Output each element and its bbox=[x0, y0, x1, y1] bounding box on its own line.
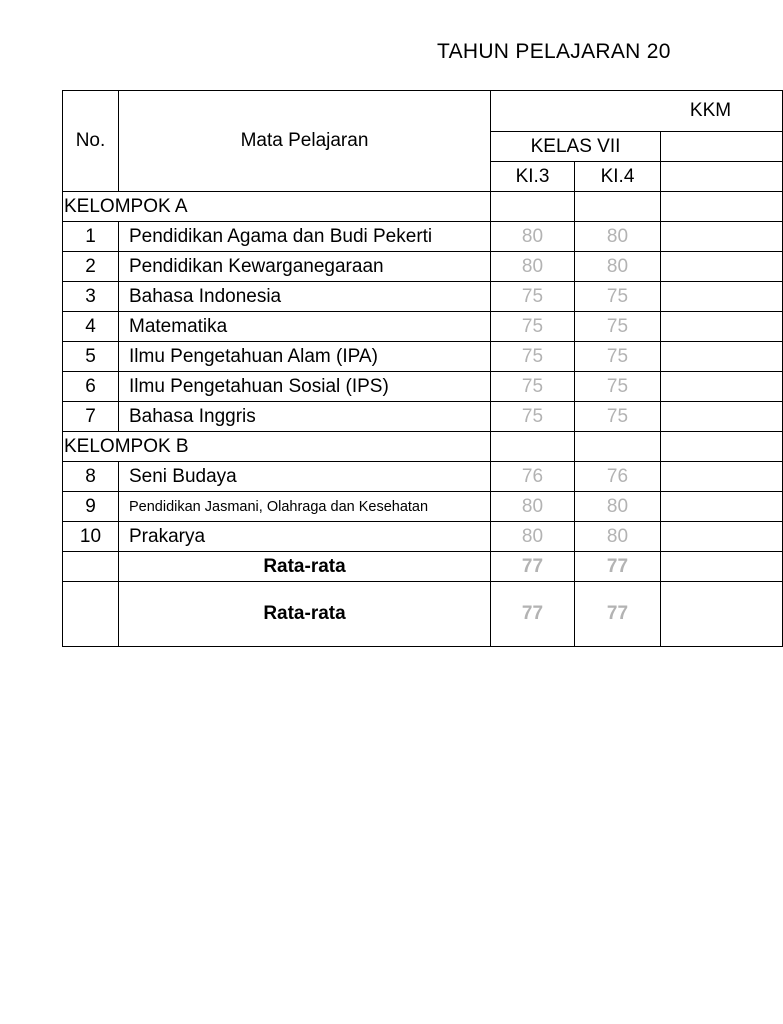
row-ki4: 80 bbox=[575, 492, 661, 522]
header-kkm: KKM bbox=[491, 91, 783, 132]
header-extra bbox=[661, 162, 783, 192]
average-row bbox=[63, 582, 783, 647]
row-no: 10 bbox=[63, 522, 119, 552]
row-ki3: 76 bbox=[491, 462, 575, 492]
row-subject: Bahasa Indonesia bbox=[119, 282, 491, 312]
row-no: 8 bbox=[63, 462, 119, 492]
row-ki3: 75 bbox=[491, 402, 575, 432]
header-ki4: KI.4 bbox=[575, 162, 661, 192]
row-no: 1 bbox=[63, 222, 119, 252]
table-row bbox=[63, 402, 783, 432]
average-ki3: 77 bbox=[491, 552, 575, 582]
row-subject: Prakarya bbox=[119, 522, 491, 552]
table-row bbox=[63, 372, 783, 402]
group-row bbox=[63, 432, 783, 462]
row-ki3: 75 bbox=[491, 342, 575, 372]
header-class-extra bbox=[661, 132, 783, 162]
table-row bbox=[63, 282, 783, 312]
row-no: 4 bbox=[63, 312, 119, 342]
header-ki3: KI.3 bbox=[491, 162, 575, 192]
row-ki4: 76 bbox=[575, 462, 661, 492]
row-ki4: 80 bbox=[575, 222, 661, 252]
row-ki4: 75 bbox=[575, 372, 661, 402]
row-subject: Seni Budaya bbox=[119, 462, 491, 492]
average-label: Rata-rata bbox=[119, 582, 491, 647]
table-row bbox=[63, 252, 783, 282]
table-row bbox=[63, 342, 783, 372]
table-row bbox=[63, 492, 783, 522]
average-ki3: 77 bbox=[491, 582, 575, 647]
group-row bbox=[63, 192, 783, 222]
row-ki4: 75 bbox=[575, 342, 661, 372]
average-ki4: 77 bbox=[575, 582, 661, 647]
row-ki3: 80 bbox=[491, 252, 575, 282]
row-subject: Pendidikan Jasmani, Olahraga dan Kesehatan bbox=[119, 492, 491, 522]
row-ki3: 75 bbox=[491, 372, 575, 402]
kkm-table bbox=[62, 90, 783, 647]
table-row bbox=[63, 462, 783, 492]
row-subject: Bahasa Inggris bbox=[119, 402, 491, 432]
row-no: 3 bbox=[63, 282, 119, 312]
group-label-a: KELOMPOK A bbox=[63, 192, 491, 222]
row-ki3: 75 bbox=[491, 312, 575, 342]
group-label-b: KELOMPOK B bbox=[63, 432, 491, 462]
row-no: 2 bbox=[63, 252, 119, 282]
row-ki3: 75 bbox=[491, 282, 575, 312]
row-ki4: 75 bbox=[575, 282, 661, 312]
average-ki4: 77 bbox=[575, 552, 661, 582]
header-subject: Mata Pelajaran bbox=[119, 91, 491, 192]
row-no: 6 bbox=[63, 372, 119, 402]
row-ki3: 80 bbox=[491, 492, 575, 522]
row-ki3: 80 bbox=[491, 222, 575, 252]
row-no: 9 bbox=[63, 492, 119, 522]
table-row bbox=[63, 222, 783, 252]
row-subject: Ilmu Pengetahuan Sosial (IPS) bbox=[119, 372, 491, 402]
page-title: TAHUN PELAJARAN 20 bbox=[437, 40, 671, 63]
average-label: Rata-rata bbox=[119, 552, 491, 582]
row-subject: Matematika bbox=[119, 312, 491, 342]
table-row bbox=[63, 312, 783, 342]
row-subject: Pendidikan Kewarganegaraan bbox=[119, 252, 491, 282]
row-no: 7 bbox=[63, 402, 119, 432]
average-row bbox=[63, 552, 783, 582]
row-subject: Ilmu Pengetahuan Alam (IPA) bbox=[119, 342, 491, 372]
row-ki4: 75 bbox=[575, 402, 661, 432]
row-ki4: 75 bbox=[575, 312, 661, 342]
header-no: No. bbox=[63, 91, 119, 192]
row-ki4: 80 bbox=[575, 522, 661, 552]
header-class: KELAS VII bbox=[491, 132, 661, 162]
table-row bbox=[63, 522, 783, 552]
row-ki3: 80 bbox=[491, 522, 575, 552]
row-no: 5 bbox=[63, 342, 119, 372]
row-ki4: 80 bbox=[575, 252, 661, 282]
row-subject: Pendidikan Agama dan Budi Pekerti bbox=[119, 222, 491, 252]
